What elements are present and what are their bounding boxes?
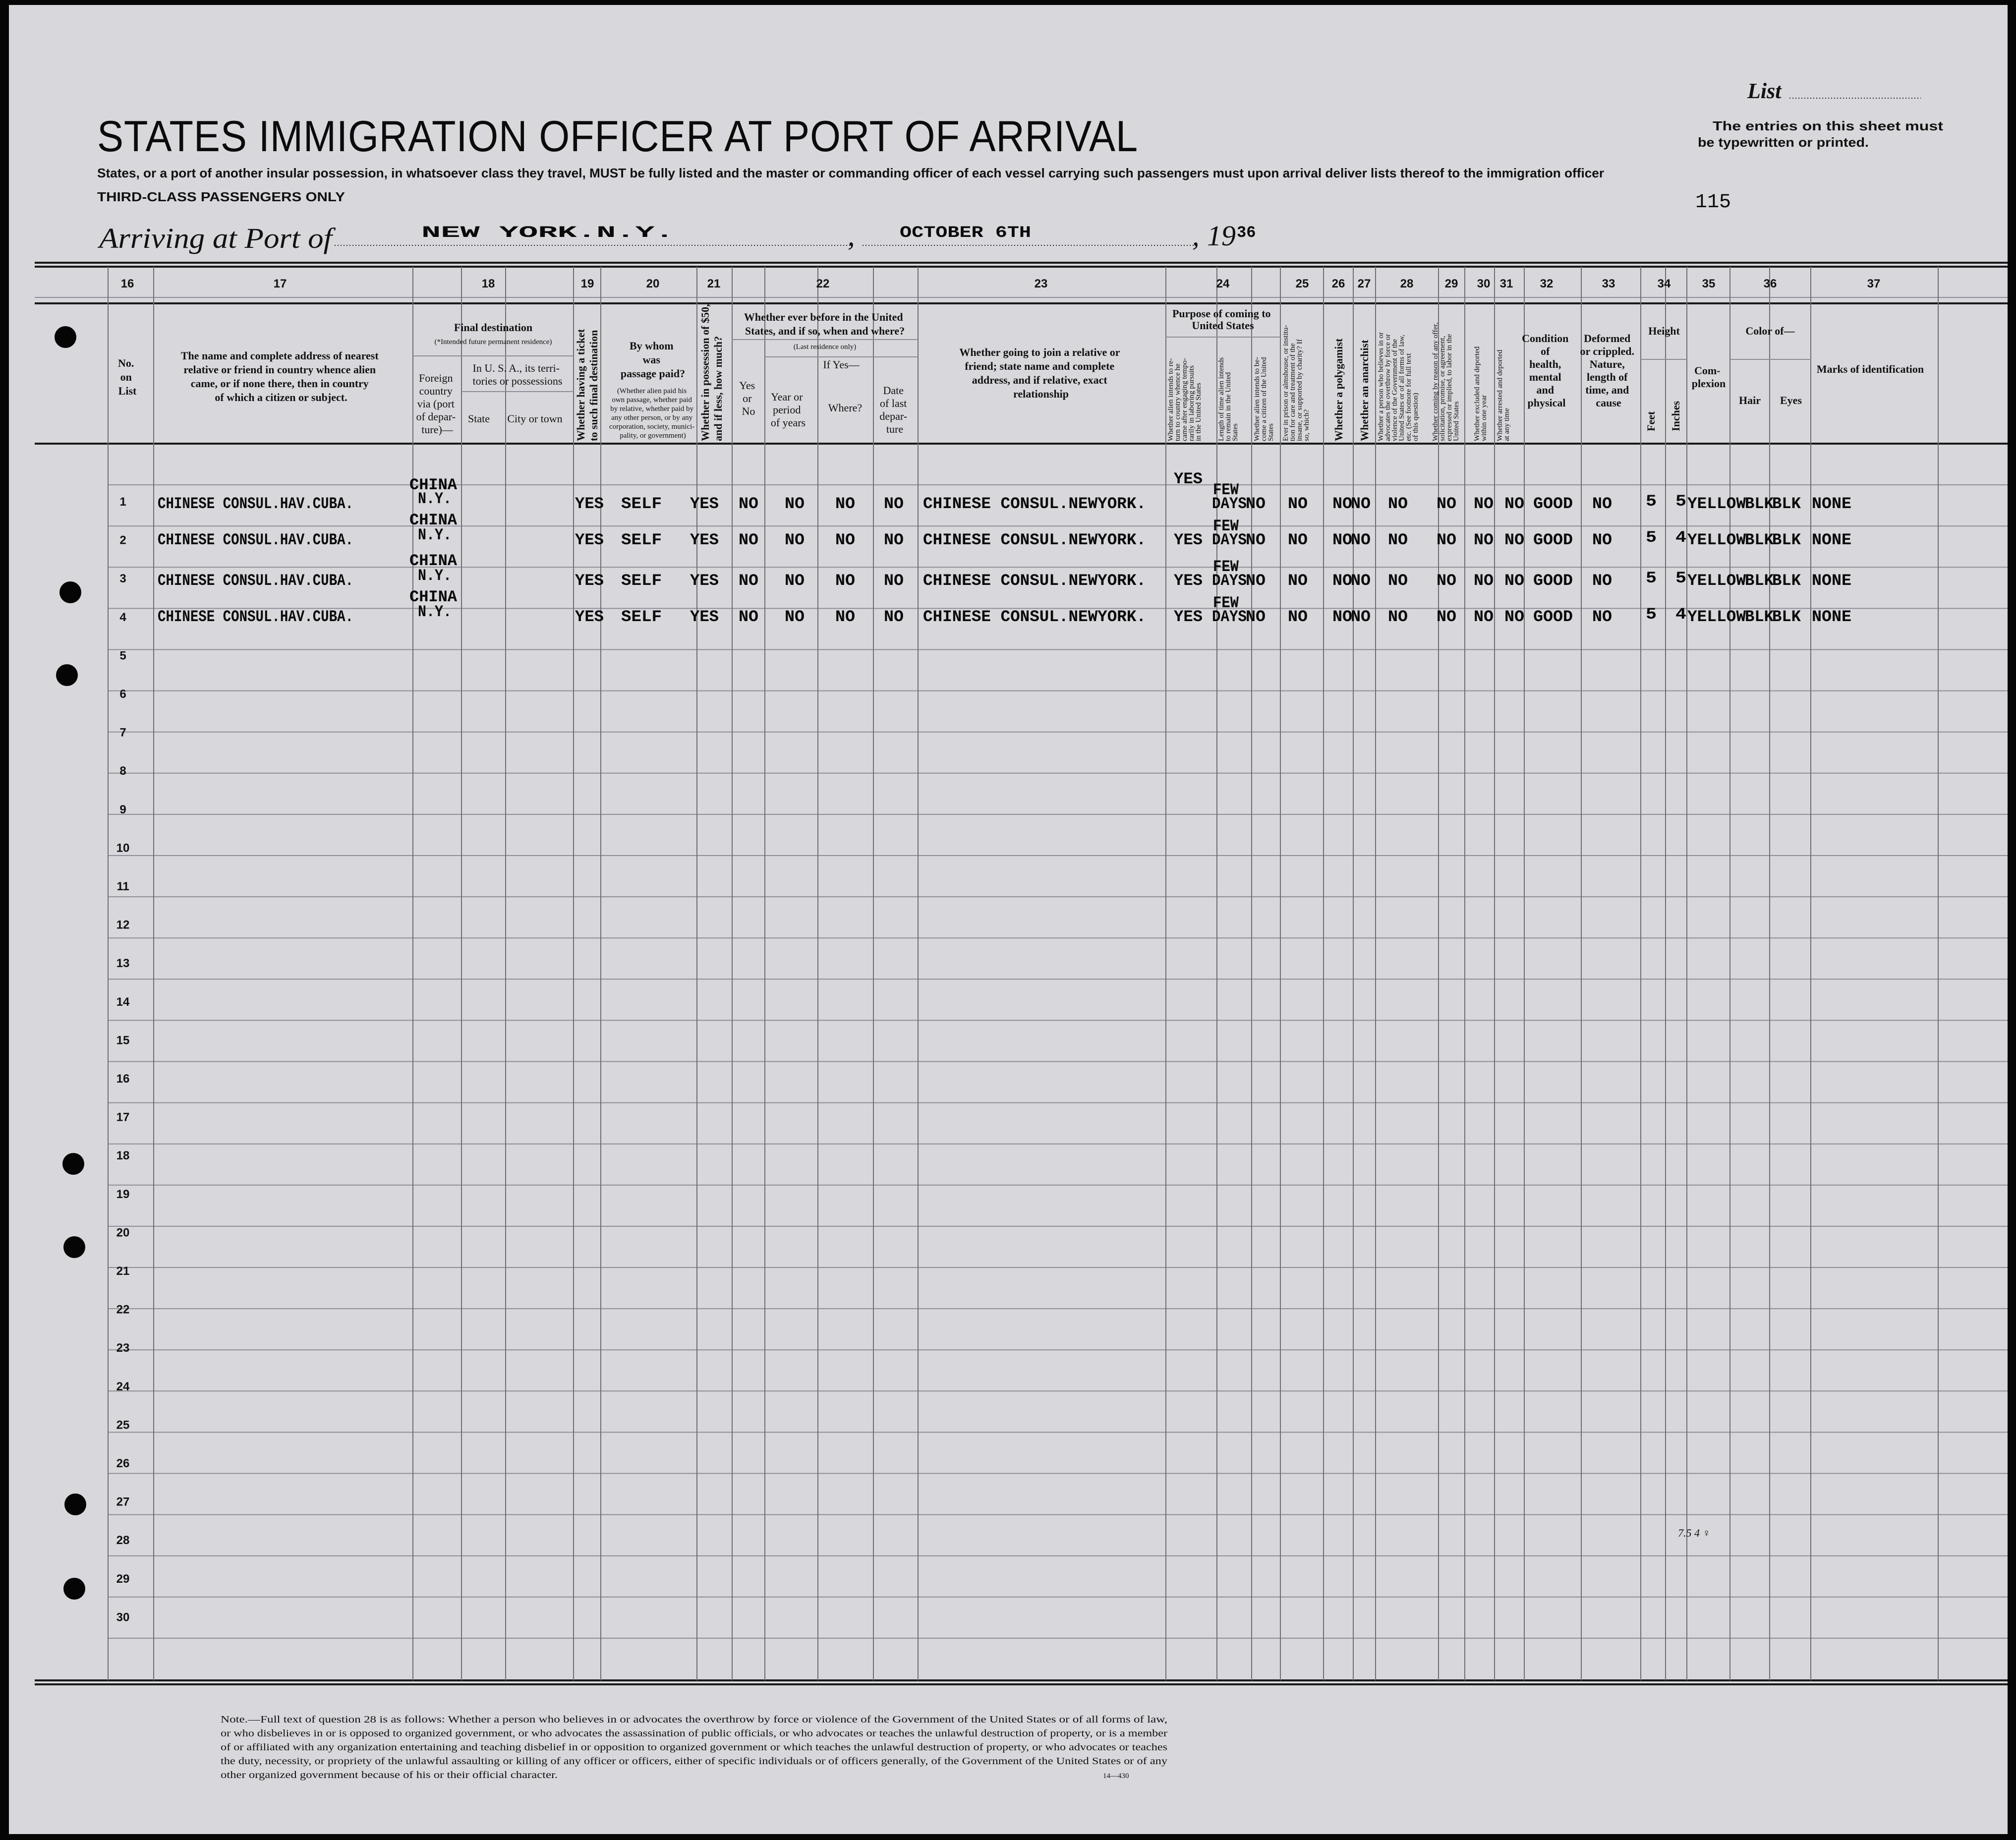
row-number: 12 bbox=[116, 918, 130, 932]
cell-arrested: NO bbox=[1504, 495, 1524, 513]
list-label: List bbox=[1747, 79, 1782, 103]
port-value: NEW YORK.N.Y. bbox=[421, 224, 674, 242]
row-number: 21 bbox=[116, 1265, 130, 1278]
cell-join: CHINESE CONSUL.NEWYORK. bbox=[923, 608, 1146, 626]
row-number: 10 bbox=[116, 841, 130, 855]
cell-before: NO bbox=[739, 572, 758, 590]
header-deformed-crippled: Deformed or crippled. Nature, length of time, and cause bbox=[1580, 332, 1635, 409]
header-passage-paid-note: (Whether alien paid his own passage, whether paid by relative, whether paid by any other person, or by any corporation, society, munici- pality, or government) bbox=[609, 387, 695, 440]
cell-deformed: NO bbox=[1592, 572, 1612, 590]
cell-year: NO bbox=[785, 531, 805, 549]
sheet-number: 115 bbox=[1695, 191, 1731, 214]
cell-join: CHINESE CONSUL.NEWYORK. bbox=[923, 495, 1146, 513]
cell-inches: 5 bbox=[1675, 569, 1686, 587]
cell-health: GOOD bbox=[1533, 495, 1573, 513]
column-number: 25 bbox=[1295, 277, 1309, 290]
cell-citizen: NO bbox=[1246, 531, 1266, 549]
cell-prison: NO bbox=[1288, 495, 1308, 513]
footnote-line: other organized government because of his or their official character. bbox=[221, 1770, 558, 1781]
cell-length-b: DAYS bbox=[1212, 572, 1247, 590]
header-if-yes: If Yes— bbox=[823, 358, 860, 371]
cell-length-a: FEW bbox=[1213, 558, 1239, 576]
row-number: 6 bbox=[119, 688, 126, 701]
pencil-mark: 7.5 4 ♀ bbox=[1678, 1527, 1711, 1539]
header-city-or-town: City or town bbox=[507, 412, 563, 425]
cell-return: YES bbox=[1174, 470, 1203, 488]
row-number: 7 bbox=[119, 726, 126, 740]
cell-date: NO bbox=[884, 608, 904, 626]
row-number: 11 bbox=[116, 880, 129, 893]
header-final-destination: Final destination bbox=[454, 321, 533, 334]
cell-marks: NONE bbox=[1812, 572, 1851, 590]
cell-health: GOOD bbox=[1533, 572, 1573, 590]
row-number: 8 bbox=[119, 764, 126, 778]
row-number: 15 bbox=[116, 1034, 130, 1047]
cell-length-a: FEW bbox=[1213, 517, 1239, 535]
cell-hair: BLK bbox=[1745, 608, 1774, 626]
cell-foreign-b: N.Y. bbox=[418, 526, 452, 544]
header-subtitle: States, or a port of another insular possession, in whatsoever class they travel, MUST be fully listed and the master or commanding officer of each vessel carrying such passengers must upon arrival deliver lists thereof to the immigration officer bbox=[97, 166, 1604, 180]
column-number: 18 bbox=[481, 277, 495, 290]
header-fifty-dollars: Whether in possession of $50, and if less, how much? bbox=[699, 304, 724, 441]
cell-overthrow: NO bbox=[1388, 531, 1408, 549]
cell-prison: NO bbox=[1288, 531, 1308, 549]
cell-hair: BLK bbox=[1745, 572, 1774, 590]
row-number: 25 bbox=[116, 1418, 130, 1432]
cell-health: GOOD bbox=[1533, 531, 1573, 549]
cell-return: YES bbox=[1174, 608, 1203, 626]
cell-foreign-b: N.Y. bbox=[418, 603, 452, 621]
cell-anarchist: NO bbox=[1351, 495, 1371, 513]
header-nearest-relative: The name and complete address of nearest relative or friend in country whence alien came, or if none there, then in country of which a citizen or subject. bbox=[180, 349, 379, 403]
cell-complexion: YELLOW bbox=[1687, 531, 1746, 549]
footnote-line: of or affiliated with any organization entertaining and teaching disbelief in or opposition to organized government or which teaches the unlawful destruction of property, or who advocates or teaches bbox=[221, 1742, 1168, 1753]
cell-length-a: FEW bbox=[1213, 481, 1239, 499]
row-number: 9 bbox=[119, 803, 126, 816]
cell-excluded: NO bbox=[1474, 608, 1494, 626]
cell-marks: NONE bbox=[1812, 608, 1851, 626]
footnote-line: Note.—Full text of question 28 is as follows: Whether a person who believes in or advocates the overthrow by force or violence of the Government of the United States or of all forms of law, bbox=[221, 1714, 1167, 1725]
binder-hole-icon bbox=[55, 326, 76, 348]
cell-offer: NO bbox=[1437, 608, 1456, 626]
cell-foreign-a: CHINA bbox=[409, 552, 458, 570]
row-number: 28 bbox=[116, 1534, 130, 1548]
column-number: 37 bbox=[1867, 277, 1881, 290]
row-number: 4 bbox=[119, 610, 126, 624]
header-no-on-list: No. on List bbox=[118, 357, 137, 397]
page-title: STATES IMMIGRATION OFFICER AT PORT OF ARRIVAL bbox=[97, 112, 1138, 161]
arriving-label: Arriving at Port of bbox=[97, 222, 336, 254]
cell-complexion: YELLOW bbox=[1687, 495, 1746, 513]
row-number: 1 bbox=[119, 495, 126, 509]
cell-complexion: YELLOW bbox=[1687, 608, 1746, 626]
cell-citizen: NO bbox=[1246, 608, 1266, 626]
row-number: 16 bbox=[116, 1072, 130, 1086]
cell-excluded: NO bbox=[1474, 572, 1494, 590]
cell-citizen: NO bbox=[1246, 572, 1266, 590]
cell-money: YES bbox=[690, 531, 719, 549]
cell-deformed: NO bbox=[1592, 608, 1612, 626]
header-last-residence-note: (Last residence only) bbox=[793, 343, 857, 351]
cell-arrested: NO bbox=[1504, 531, 1524, 549]
header-height: Height bbox=[1648, 325, 1680, 337]
cell-eyes: BLK bbox=[1772, 572, 1801, 590]
row-number: 5 bbox=[119, 649, 126, 663]
cell-offer: NO bbox=[1437, 572, 1456, 590]
column-number: 30 bbox=[1477, 277, 1491, 290]
header-become-citizen: Whether alien intends to be- come a citizen of the United States bbox=[1253, 357, 1275, 441]
comma: , bbox=[848, 220, 855, 252]
cell-return: YES bbox=[1174, 572, 1203, 590]
row-number: 26 bbox=[116, 1457, 130, 1470]
cell-polygamist: NO bbox=[1332, 531, 1352, 549]
column-number: 17 bbox=[273, 277, 287, 290]
header-condition-of-health: Condition of health, mental and physical bbox=[1522, 332, 1569, 409]
header-marks-of-identification: Marks of identification bbox=[1816, 363, 1924, 375]
row-number: 29 bbox=[116, 1572, 130, 1586]
row-number: 20 bbox=[116, 1226, 130, 1240]
row-number: 2 bbox=[119, 533, 126, 547]
header-feet: Feet bbox=[1645, 411, 1657, 431]
cell-join: CHINESE CONSUL.NEWYORK. bbox=[923, 572, 1146, 590]
cell-anarchist: NO bbox=[1351, 572, 1371, 590]
column-number: 20 bbox=[646, 277, 660, 290]
cell-health: GOOD bbox=[1533, 608, 1573, 626]
cell-polygamist: NO bbox=[1332, 572, 1352, 590]
header-ticket: Whether having a ticket to such final destination bbox=[575, 329, 600, 441]
column-number: 26 bbox=[1331, 277, 1345, 290]
year-suffix: 36 bbox=[1237, 224, 1256, 242]
header-arrested-deported: Whether arrested and deported at any time bbox=[1496, 349, 1511, 441]
date-value: OCTOBER 6TH bbox=[900, 224, 1031, 242]
cell-year: NO bbox=[785, 608, 805, 626]
cell-anarchist: NO bbox=[1351, 531, 1371, 549]
column-number: 31 bbox=[1499, 277, 1513, 290]
cell-length-a: FEW bbox=[1213, 594, 1239, 612]
cell-length-b: DAYS bbox=[1212, 531, 1247, 549]
cell-ticket: YES bbox=[575, 531, 604, 549]
cell-ticket: YES bbox=[575, 495, 604, 513]
cell-ticket: YES bbox=[575, 608, 604, 626]
header-anarchist: Whether an anarchist bbox=[1358, 340, 1371, 441]
binder-hole-icon bbox=[63, 1578, 85, 1600]
cell-arrested: NO bbox=[1504, 572, 1524, 590]
comma-2: , bbox=[1192, 220, 1200, 252]
header-yes-or-no: Yes or No bbox=[739, 379, 755, 417]
header-ever-before-in-us: Whether ever before in the United States, and if so, when and where? bbox=[744, 311, 905, 337]
cell-money: YES bbox=[690, 572, 719, 590]
row-number: 3 bbox=[119, 572, 126, 586]
cell-where: NO bbox=[835, 531, 855, 549]
row-number: 23 bbox=[116, 1341, 130, 1355]
row-number: 18 bbox=[116, 1149, 130, 1163]
column-number: 33 bbox=[1602, 277, 1615, 290]
header-excluded-deported: Whether excluded and deported within one year bbox=[1473, 346, 1488, 441]
header-year-or-period: Year or period of years bbox=[770, 391, 806, 429]
cell-relative: CHINESE CONSUL.HAV.CUBA. bbox=[158, 531, 353, 549]
cell-anarchist: NO bbox=[1351, 608, 1371, 626]
cell-paid-by: SELF bbox=[621, 608, 662, 626]
cell-excluded: NO bbox=[1474, 531, 1494, 549]
column-number: 16 bbox=[120, 277, 134, 290]
cell-polygamist: NO bbox=[1332, 608, 1352, 626]
entries-note-2: be typewritten or printed. bbox=[1698, 135, 1869, 150]
cell-paid-by: SELF bbox=[621, 495, 662, 513]
column-number: 29 bbox=[1444, 277, 1458, 290]
column-number: 23 bbox=[1034, 277, 1048, 290]
cell-eyes: BLK bbox=[1772, 608, 1801, 626]
cell-feet: 5 bbox=[1646, 605, 1657, 624]
cell-eyes: BLK bbox=[1772, 531, 1801, 549]
cell-length-b: DAYS bbox=[1212, 608, 1247, 626]
column-number: 35 bbox=[1702, 277, 1716, 290]
entries-note-1: The entries on this sheet must bbox=[1713, 118, 1944, 133]
row-number: 30 bbox=[116, 1610, 130, 1624]
cell-date: NO bbox=[884, 495, 904, 513]
cell-overthrow: NO bbox=[1388, 495, 1408, 513]
cell-overthrow: NO bbox=[1388, 608, 1408, 626]
column-number: 27 bbox=[1357, 277, 1371, 290]
cell-prison: NO bbox=[1288, 608, 1308, 626]
cell-money: YES bbox=[690, 608, 719, 626]
cell-before: NO bbox=[739, 495, 758, 513]
row-number: 19 bbox=[116, 1187, 130, 1201]
cell-before: NO bbox=[739, 531, 758, 549]
header-complexion: Com- plexion bbox=[1691, 364, 1726, 390]
header-where: Where? bbox=[828, 402, 863, 414]
column-number: 21 bbox=[707, 277, 721, 290]
header-hair: Hair bbox=[1739, 394, 1761, 406]
form-number: 14—430 bbox=[1103, 1772, 1129, 1780]
cell-before: NO bbox=[739, 608, 758, 626]
footnote-line: the duty, necessity, or propriety of the unlawful assaulting or killing of any officer or officers, either of specific individuals or of officers generally, of the Government of the United States or of any bbox=[221, 1756, 1167, 1767]
cell-date: NO bbox=[884, 572, 904, 590]
cell-offer: NO bbox=[1437, 531, 1456, 549]
row-number: 24 bbox=[116, 1380, 130, 1393]
cell-money: YES bbox=[690, 495, 719, 513]
cell-date: NO bbox=[884, 531, 904, 549]
cell-feet: 5 bbox=[1646, 569, 1657, 587]
cell-inches: 5 bbox=[1675, 492, 1686, 511]
cell-prison: NO bbox=[1288, 572, 1308, 590]
row-number: 14 bbox=[116, 995, 130, 1009]
cell-feet: 5 bbox=[1646, 528, 1657, 547]
cell-year: NO bbox=[785, 495, 805, 513]
cell-complexion: YELLOW bbox=[1687, 572, 1746, 590]
binder-hole-icon bbox=[64, 1494, 86, 1515]
header-color-of: Color of— bbox=[1745, 325, 1795, 337]
cell-foreign-b: N.Y. bbox=[418, 490, 452, 508]
cell-paid-by: SELF bbox=[621, 531, 662, 549]
cell-feet: 5 bbox=[1646, 492, 1657, 511]
header-passage-paid: By whom was passage paid? bbox=[620, 340, 686, 380]
cell-foreign-a: CHINA bbox=[409, 476, 458, 494]
cell-deformed: NO bbox=[1592, 531, 1612, 549]
column-number: 28 bbox=[1400, 277, 1414, 290]
header-going-to-join: Whether going to join a relative or friend; state name and complete address, and if relative, exact relationship bbox=[959, 346, 1120, 400]
cell-overthrow: NO bbox=[1388, 572, 1408, 590]
cell-ticket: YES bbox=[575, 572, 604, 590]
cell-offer: NO bbox=[1437, 495, 1456, 513]
cell-arrested: NO bbox=[1504, 608, 1524, 626]
cell-foreign-a: CHINA bbox=[409, 511, 458, 529]
cell-deformed: NO bbox=[1592, 495, 1612, 513]
cell-paid-by: SELF bbox=[621, 572, 662, 590]
header-polygamist: Whether a polygamist bbox=[1332, 338, 1345, 441]
header-final-destination-note: (*Intended future permanent residence) bbox=[434, 338, 552, 346]
header-overthrow-question: Whether a person who believes in or advocates the overthrow by force or violence of the Government of the United States or of all forms of law, etc. (See footnote for full text of this question) bbox=[1377, 332, 1420, 441]
binder-hole-icon bbox=[56, 664, 78, 686]
header-date-of-last-departure: Date of last depar- ture bbox=[879, 384, 908, 435]
cell-marks: NONE bbox=[1812, 531, 1851, 549]
cell-relative: CHINESE CONSUL.HAV.CUBA. bbox=[158, 608, 353, 626]
cell-excluded: NO bbox=[1474, 495, 1494, 513]
cell-citizen: NO bbox=[1246, 495, 1266, 513]
header-prison-almshouse: Ever in prison or almshouse, or institu- tion for care and treatment of the insane, or supported by charity? If so, which? bbox=[1282, 325, 1311, 441]
cell-inches: 4 bbox=[1675, 605, 1686, 624]
class-note: THIRD-CLASS PASSENGERS ONLY bbox=[97, 189, 345, 204]
binder-hole-icon bbox=[62, 1153, 84, 1175]
cell-length-b: DAYS bbox=[1212, 495, 1247, 513]
column-number: 19 bbox=[580, 277, 594, 290]
cell-inches: 4 bbox=[1675, 528, 1686, 547]
cell-polygamist: NO bbox=[1332, 495, 1352, 513]
column-number: 22 bbox=[816, 277, 830, 290]
cell-return: YES bbox=[1174, 531, 1203, 549]
cell-join: CHINESE CONSUL.NEWYORK. bbox=[923, 531, 1146, 549]
row-number: 22 bbox=[116, 1303, 130, 1317]
column-number: 24 bbox=[1216, 277, 1230, 290]
header-purpose: Purpose of coming to United States bbox=[1172, 307, 1271, 332]
header-offer-to-labor: Whether coming by reason of any offer, solicitation, promise, or agreement, expressed or implied, to labor in the United States bbox=[1432, 322, 1460, 441]
cell-year: NO bbox=[785, 572, 805, 590]
header-in-usa: In U. S. A., its terri- tories or possessions bbox=[472, 362, 563, 387]
column-number: 32 bbox=[1540, 277, 1554, 290]
row-number: 27 bbox=[116, 1495, 130, 1509]
cell-hair: BLK bbox=[1745, 495, 1774, 513]
column-number: 36 bbox=[1763, 277, 1777, 290]
footnote-line: or who disbelieves in or is opposed to organized government, or who advocates the assassination of public officials, or who advocates or teaches the unlawful destruction of property, or is a member bbox=[221, 1728, 1168, 1739]
cell-hair: BLK bbox=[1745, 531, 1774, 549]
cell-foreign-b: N.Y. bbox=[418, 567, 452, 585]
cell-where: NO bbox=[835, 608, 855, 626]
cell-eyes: BLK bbox=[1772, 495, 1801, 513]
cell-where: NO bbox=[835, 495, 855, 513]
cell-relative: CHINESE CONSUL.HAV.CUBA. bbox=[158, 572, 353, 590]
binder-hole-icon bbox=[63, 1236, 85, 1258]
header-inches: Inches bbox=[1670, 401, 1682, 431]
cell-marks: NONE bbox=[1812, 495, 1851, 513]
row-number: 13 bbox=[116, 957, 130, 971]
header-foreign-country: Foreign country via (port of depar- ture)— bbox=[416, 372, 456, 436]
year-prefix: 19 bbox=[1207, 220, 1236, 252]
header-eyes: Eyes bbox=[1780, 394, 1802, 406]
cell-foreign-a: CHINA bbox=[409, 588, 458, 606]
cell-relative: CHINESE CONSUL.HAV.CUBA. bbox=[158, 495, 353, 513]
header-length-of-time: Length of time alien intends to remain in the United States bbox=[1217, 357, 1239, 441]
header-intends-to-return: Whether alien intends to re- turn to country whence he came after engaging tempo- rarily in laboring pursuits in the United States bbox=[1167, 358, 1203, 441]
binder-hole-icon bbox=[59, 581, 81, 603]
header-state: State bbox=[468, 412, 490, 425]
cell-where: NO bbox=[835, 572, 855, 590]
column-number: 34 bbox=[1657, 277, 1671, 290]
row-number: 17 bbox=[116, 1110, 130, 1124]
